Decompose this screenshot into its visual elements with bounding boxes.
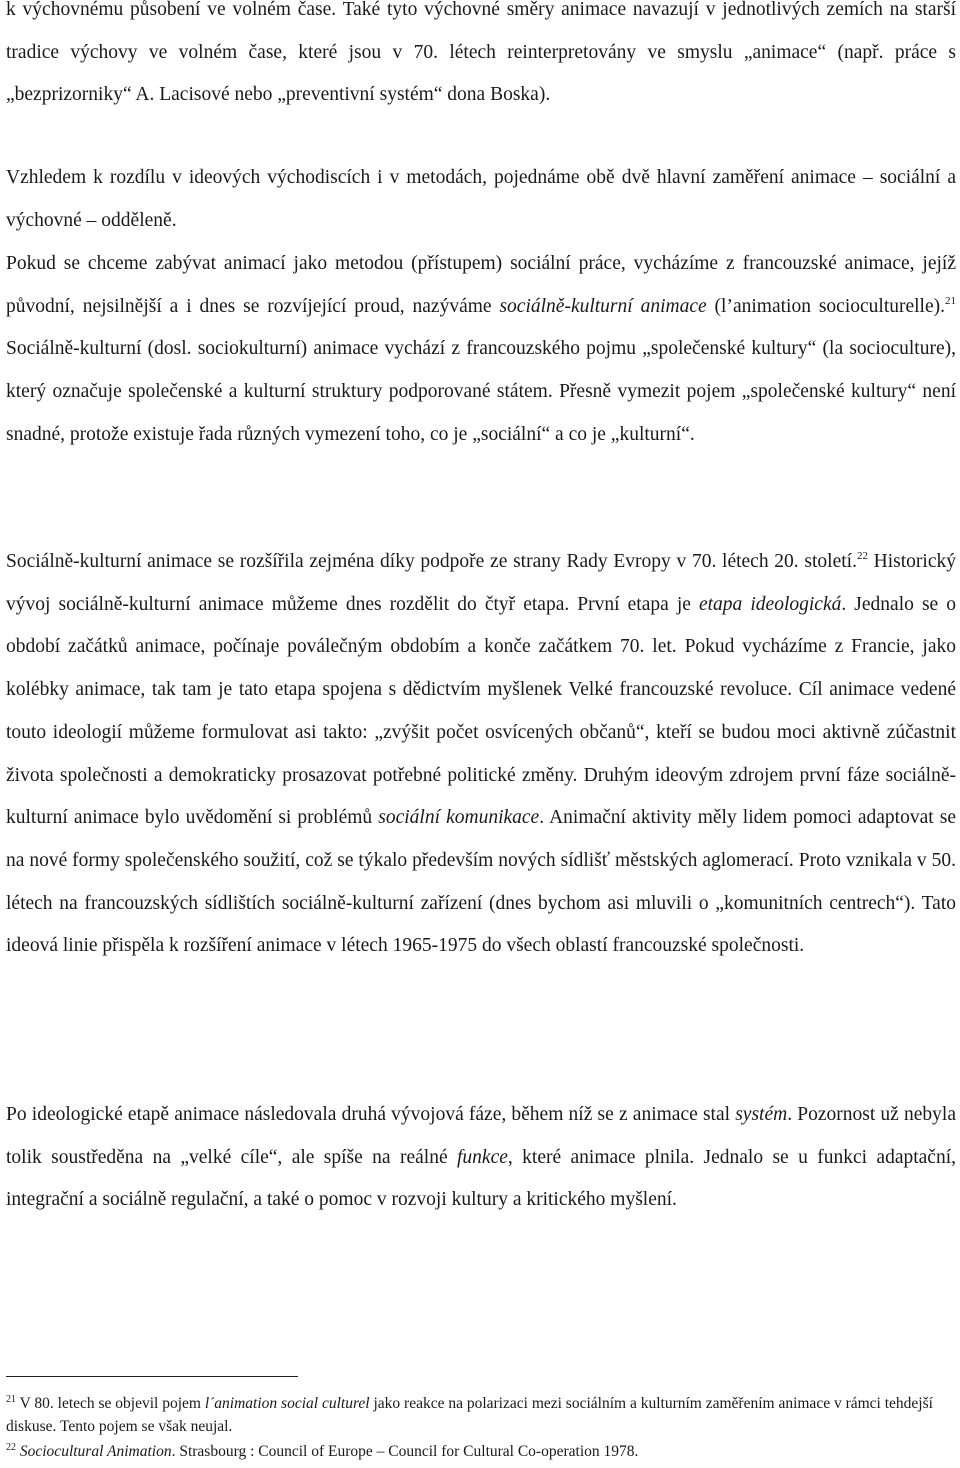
paragraph-text: Po ideologické etapě animace následovala druhá vývojová fáze, během níž se z animace stal [6, 1104, 736, 1125]
footnote-21 [6, 1392, 956, 1438]
italic-term: funkce [457, 1146, 508, 1168]
italic-term: sociálně-kulturní animace [499, 295, 707, 317]
paragraph-zamereni [6, 157, 956, 242]
footnote-ref-22[interactable]: 22 [856, 550, 868, 562]
paragraph-text: Historický vývoj sociálně-kulturní animace můžeme dnes rozdělit do čtyř etapa. První etapa je [6, 551, 956, 615]
paragraph-text: . Animační aktivity měly lidem pomoci adaptovat se na nové formy společenského soužití, což se týkalo především nových sídlišť městských aglomerací. Proto vznikala v 50. létech na francouzských sídlištích sociálně-kulturní zařízení (dnes bychom asi mluvili o „komunitních centrech“). Tato ideová linie přispěla k rozšíření animace v létech 1965-1975 do všech oblastí francouzské společnosti. [6, 807, 956, 957]
paragraph-text: k výchovnému působení ve volném čase. Také tyto výchovné směry animace navazují v jednotlivých zemích na starší tradice výchovy ve volném čase, které jsou v 70. létech reinterpretovány ve smyslu „animace“ (např. práce s „bezprizorniky“ A. Lacisové nebo „preventivní systém“ dona Boska). [6, 0, 956, 106]
italic-term: etapa ideologická [698, 593, 842, 615]
paragraph-text: , které animace plnila. Jednalo se u funkci adaptační, integrační a sociálně regulační, a také o pomoc v rozvoji kultury a kritického myšlení. [6, 1146, 957, 1211]
paragraph-text: . Jednalo se o období začátků animace, počínaje poválečným obdobím a konče začátkem 70. let. Pokud vycházíme z Francie, jako kolébky animace, tak tam je tato etapa spojena s dědictvím myšlenek Velké francouzské revoluce. Cíl animace vedené touto ideologií můžeme formulovat asi takto: „zvýšit počet osvícených občanů“, kteří se budou moci aktivně zúčastnit života společnosti a demokraticky prosazovat potřebné politické změny. Druhým ideovým zdrojem první fáze sociálně-kulturní animace bylo uvědomění si problémů [6, 593, 957, 829]
footnote-text: V 80. letech se objevil pojem [16, 1395, 205, 1412]
paragraph-volny-cas [6, 0, 956, 117]
footnote-divider [6, 1376, 298, 1377]
italic-term: l´animation social culturel [204, 1395, 370, 1412]
paragraph-historicky-vyvoj [6, 541, 956, 968]
paragraph-text: Sociálně-kulturní animace se rozšířila zejména díky podpoře ze strany Rady Evropy v 70. létech 20. století. [6, 551, 857, 572]
italic-term: systém [735, 1104, 788, 1125]
footnote-number: 22 [6, 1442, 16, 1453]
paragraph-text: Vzhledem k rozdílu v ideových východiscích i v metodách, pojednáme obě dvě hlavní zaměření animace – sociální a výchovné – odděleně. [6, 167, 956, 231]
footnote-number: 21 [6, 1394, 16, 1405]
footnote-22 [6, 1440, 956, 1463]
paragraph-text: . Pozornost už nebyla tolik soustředěna na „velké cíle“, ale spíše na reálné [6, 1104, 956, 1168]
paragraph-druha-faze [6, 1094, 956, 1222]
italic-term: sociální komunikace [378, 807, 540, 829]
paragraph-text: Sociálně-kulturní (dosl. sociokulturní) animace vychází z francouzského pojmu „společenské kultury“ (la socioculture), který označuje společenské a kulturní struktury podporované státem. Přesně vymezit pojem „společenské kultury“ není snadné, protože existuje řada různých vymezení toho, co je „sociální“ a co je „kulturní“. [6, 338, 956, 445]
footnote-text: . Strasbourg : Council of Europe – Council for Cultural Co-operation 1978. [171, 1443, 639, 1460]
footnote-text: jako reakce na polarizaci mezi sociálním a kulturním zaměřením animace v rámci tehdejší diskuse. Tento pojem se však neujal. [6, 1395, 933, 1435]
italic-term: Sociocultural Animation [19, 1443, 172, 1460]
paragraph-text: Pokud se chceme zabývat animací jako metodou (přístupem) sociální práce, vycházíme z francouzské animace, jejíž původní, nejsilnější a i dnes se rozvíjející proud, nazýváme [6, 253, 956, 317]
paragraph-socialne-kulturni-animace [6, 243, 956, 457]
footnote-ref-21[interactable]: 21 [945, 294, 956, 307]
paragraph-text: (l’animation socioculturelle). [706, 295, 945, 317]
